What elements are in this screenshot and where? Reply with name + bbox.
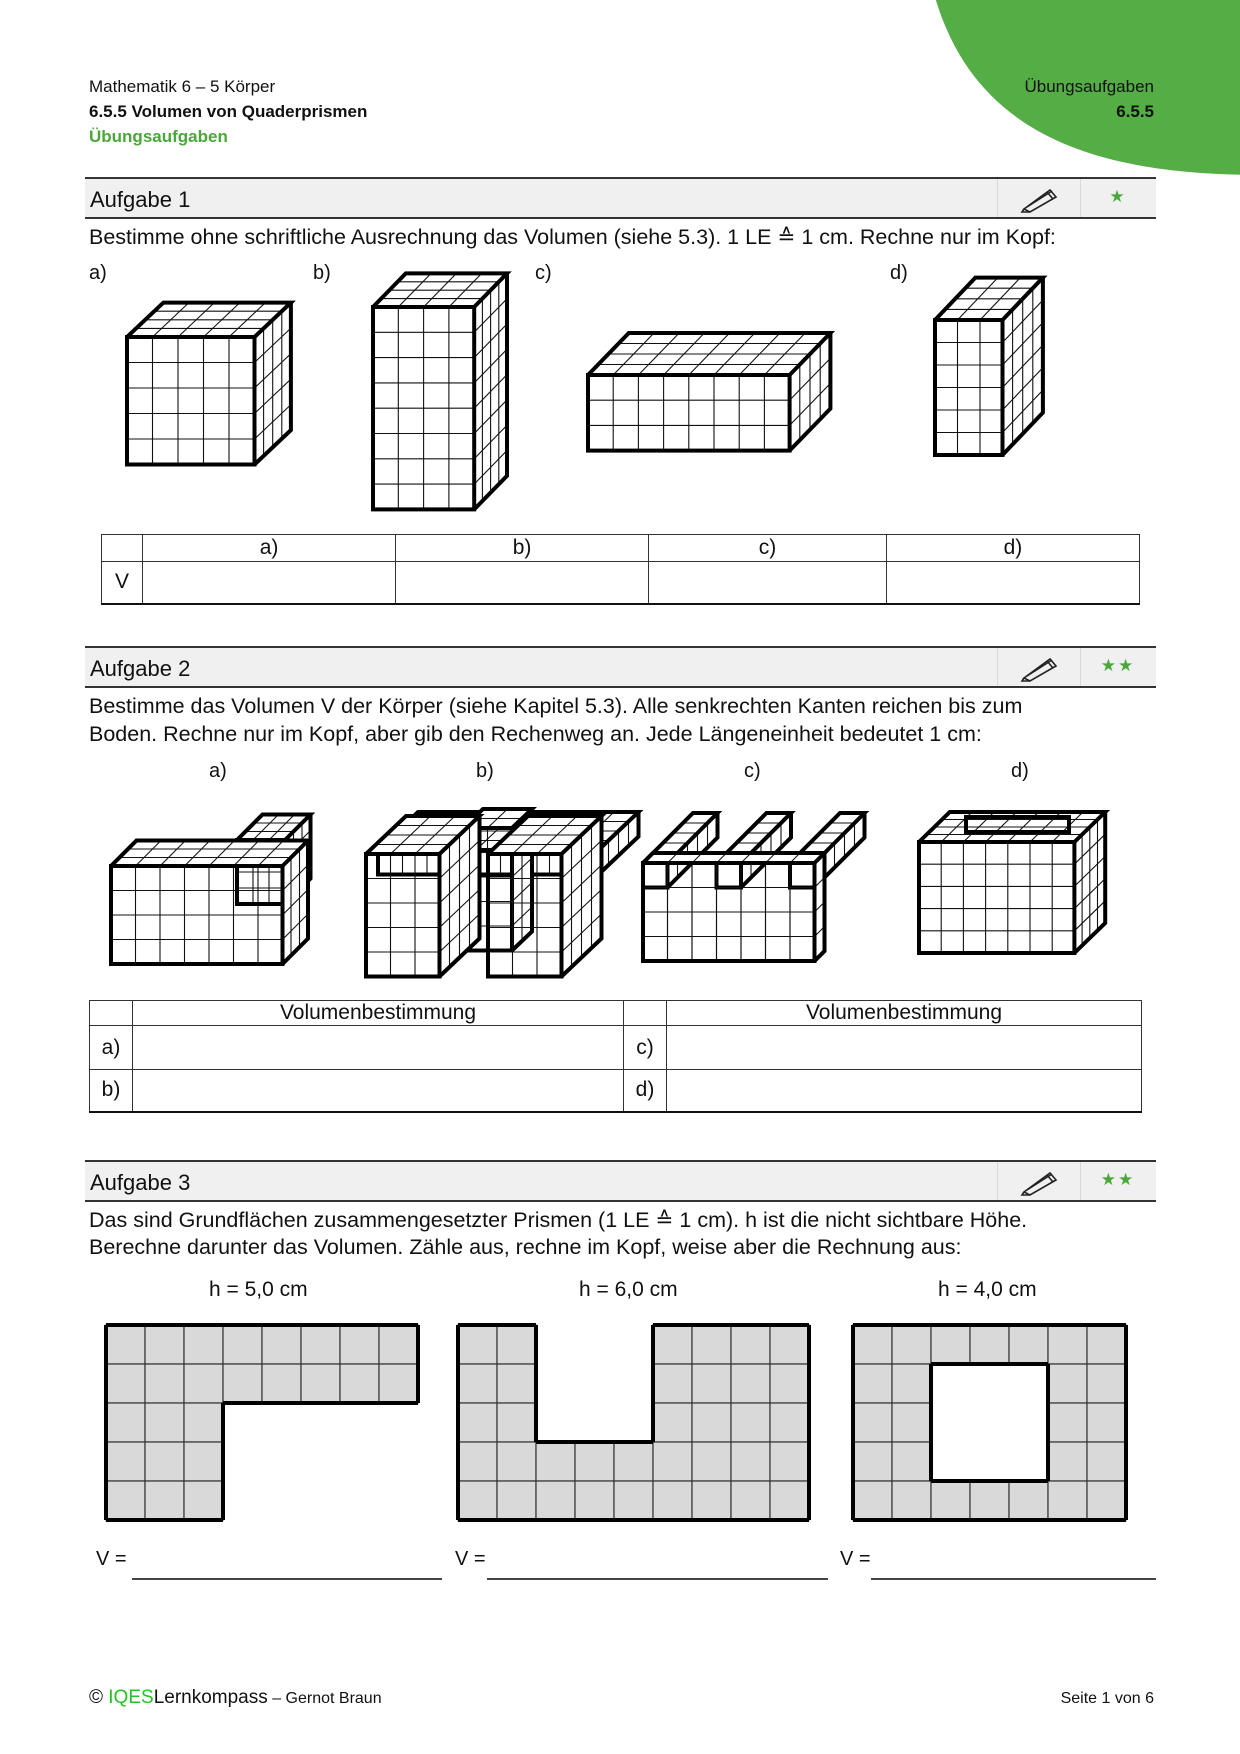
unit-square xyxy=(379,1364,418,1403)
unit-square xyxy=(731,1403,770,1442)
body-b xyxy=(366,809,639,977)
unit-square xyxy=(970,1481,1009,1520)
unit-square xyxy=(853,1442,892,1481)
height-label-3: h = 4,0 cm xyxy=(938,1278,1037,1301)
unit-square xyxy=(575,1481,614,1520)
body-c xyxy=(643,813,865,961)
front-edge xyxy=(717,863,742,888)
row-label: d) xyxy=(624,1070,667,1112)
unit-square xyxy=(497,1325,536,1364)
unit-square xyxy=(536,1442,575,1481)
figure-label-b: b) xyxy=(476,760,494,782)
unit-square xyxy=(106,1325,145,1364)
unit-square xyxy=(970,1325,1009,1364)
unit-square xyxy=(223,1325,262,1364)
brand-iqes: IQES xyxy=(108,1687,154,1708)
unit-square xyxy=(458,1364,497,1403)
cuboid-d xyxy=(935,278,1043,455)
unit-square xyxy=(692,1325,731,1364)
unit-square xyxy=(458,1403,497,1442)
unit-square xyxy=(497,1442,536,1481)
unit-square xyxy=(536,1481,575,1520)
unit-square xyxy=(692,1481,731,1520)
unit-square xyxy=(145,1364,184,1403)
unit-square xyxy=(853,1364,892,1403)
answer-label-2: V = xyxy=(455,1548,486,1570)
unit-square xyxy=(301,1364,340,1403)
unit-square xyxy=(653,1325,692,1364)
unit-square xyxy=(1048,1403,1087,1442)
body-c-tooth-2 xyxy=(717,813,792,888)
unit-square xyxy=(614,1481,653,1520)
unit-square xyxy=(770,1325,809,1364)
unit-square xyxy=(692,1403,731,1442)
unit-square xyxy=(692,1442,731,1481)
front-edge xyxy=(919,842,1074,953)
unit-square xyxy=(653,1403,692,1442)
divider xyxy=(1080,648,1081,686)
cuboid-c xyxy=(588,333,830,451)
front-edge xyxy=(643,863,668,888)
task1-title: Aufgabe 1 xyxy=(90,187,191,212)
column-header: Volumenbestimmung xyxy=(667,1001,1142,1026)
body-d xyxy=(919,812,1105,953)
unit-square xyxy=(892,1403,931,1442)
unit-square xyxy=(892,1364,931,1403)
unit-square xyxy=(1048,1442,1087,1481)
front-edge xyxy=(127,337,255,465)
unit-square xyxy=(497,1403,536,1442)
column-header: a) xyxy=(143,535,396,562)
figure-label-d: d) xyxy=(890,262,908,284)
unit-square xyxy=(575,1442,614,1481)
unit-square xyxy=(184,1403,223,1442)
pencil-icon xyxy=(1020,1168,1060,1196)
task3-title: Aufgabe 3 xyxy=(90,1170,191,1195)
unit-square xyxy=(145,1481,184,1520)
task1-answer-table xyxy=(101,534,1140,605)
row-label-v: V xyxy=(102,562,143,604)
divider xyxy=(997,1162,998,1200)
top-face xyxy=(111,841,308,867)
unit-square xyxy=(379,1325,418,1364)
unit-square xyxy=(145,1403,184,1442)
unit-square xyxy=(145,1325,184,1364)
unit-square xyxy=(731,1364,770,1403)
base-area-1 xyxy=(106,1325,418,1520)
answer-cell-d[interactable] xyxy=(667,1070,1142,1112)
unit-square xyxy=(853,1325,892,1364)
unit-square xyxy=(184,1442,223,1481)
unit-square xyxy=(497,1364,536,1403)
divider xyxy=(997,648,998,686)
table-corner xyxy=(102,535,143,562)
unit-square xyxy=(731,1481,770,1520)
unit-square xyxy=(1009,1325,1048,1364)
unit-square xyxy=(1048,1325,1087,1364)
task2-header xyxy=(85,646,1156,688)
task2-answer-table xyxy=(89,1000,1142,1113)
task3-header xyxy=(85,1160,1156,1202)
task3-instruction-line2: Berechne darunter das Volumen. Zähle aus, rechne im Kopf, weise aber die Rechnung aus: xyxy=(89,1235,962,1259)
figure-label-c: c) xyxy=(744,760,761,782)
body-c-tooth-1 xyxy=(643,813,718,888)
answer-cell-a[interactable] xyxy=(133,1026,624,1070)
base-area-3 xyxy=(853,1325,1126,1520)
row-label: a) xyxy=(90,1026,133,1070)
divider xyxy=(1080,1162,1081,1200)
task3-base-areas xyxy=(0,1310,1240,1530)
height-label-1: h = 5,0 cm xyxy=(209,1278,308,1301)
unit-square xyxy=(458,1325,497,1364)
column-header: Volumenbestimmung xyxy=(133,1001,624,1026)
figure-label-c: c) xyxy=(535,262,552,284)
base-area-2 xyxy=(458,1325,809,1520)
front-edge xyxy=(790,863,815,888)
unit-square xyxy=(262,1364,301,1403)
unit-square xyxy=(892,1481,931,1520)
unit-square xyxy=(770,1442,809,1481)
figure-label-d: d) xyxy=(1011,760,1029,782)
answer-line-2[interactable] xyxy=(487,1578,828,1580)
column-header: b) xyxy=(396,535,649,562)
unit-square xyxy=(731,1325,770,1364)
task2-figures xyxy=(0,790,1240,990)
unit-square xyxy=(653,1481,692,1520)
unit-square xyxy=(1048,1481,1087,1520)
cuboid-a xyxy=(127,303,291,465)
unit-square xyxy=(1009,1481,1048,1520)
column-header: c) xyxy=(649,535,887,562)
footer-brand xyxy=(89,1687,382,1709)
height-label-2: h = 6,0 cm xyxy=(579,1278,678,1301)
unit-square xyxy=(1087,1364,1126,1403)
task1-figures xyxy=(0,0,1240,540)
unit-square xyxy=(892,1442,931,1481)
unit-square xyxy=(301,1325,340,1364)
unit-square xyxy=(931,1481,970,1520)
unit-square xyxy=(106,1364,145,1403)
unit-square xyxy=(106,1403,145,1442)
header-right-number: 6.5.5 xyxy=(1116,102,1154,121)
body-a xyxy=(111,815,311,965)
unit-square xyxy=(458,1442,497,1481)
unit-square xyxy=(184,1364,223,1403)
difficulty-stars: ★★ xyxy=(1100,656,1136,675)
unit-square xyxy=(653,1364,692,1403)
unit-square xyxy=(1087,1481,1126,1520)
copyright-icon: © xyxy=(89,1687,103,1708)
row-label: c) xyxy=(624,1026,667,1070)
body-c-tooth-3 xyxy=(790,813,865,888)
unit-square xyxy=(184,1481,223,1520)
unit-square xyxy=(184,1325,223,1364)
unit-square xyxy=(692,1364,731,1403)
answer-label-1: V = xyxy=(96,1548,127,1570)
category-label: Übungsaufgaben xyxy=(89,127,228,146)
unit-square xyxy=(853,1481,892,1520)
unit-square xyxy=(223,1364,262,1403)
pencil-icon xyxy=(1020,654,1060,682)
unit-square xyxy=(497,1481,536,1520)
figure-label-a: a) xyxy=(209,760,227,782)
subject-line: Mathematik 6 – 5 Körper xyxy=(89,77,276,96)
task2-instruction-line2: Boden. Rechne nur im Kopf, aber gib den Rechenweg an. Jede Längeneinheit bedeutet 1 cm: xyxy=(89,722,982,746)
unit-square xyxy=(614,1442,653,1481)
unit-square xyxy=(653,1442,692,1481)
answer-cell-d[interactable] xyxy=(886,562,1139,604)
unit-square xyxy=(770,1481,809,1520)
unit-square xyxy=(340,1364,379,1403)
task3-instruction-line1: Das sind Grundflächen zusammengesetzter Prismen (1 LE ≙ 1 cm). h ist die nicht sichtbare Höhe. xyxy=(89,1208,1028,1232)
answer-cell-b[interactable] xyxy=(396,562,649,604)
table-corner xyxy=(90,1001,133,1026)
body-b-right xyxy=(488,816,602,977)
difficulty-stars: ★★ xyxy=(1100,1170,1136,1189)
figure-label-a: a) xyxy=(89,262,107,284)
unit-square xyxy=(1087,1442,1126,1481)
unit-square xyxy=(458,1481,497,1520)
task2-instruction-line1: Bestimme das Volumen V der Körper (siehe Kapitel 5.3). Alle senkrechten Kanten reichen bis zum xyxy=(89,694,1023,718)
unit-square xyxy=(1048,1364,1087,1403)
task2-title: Aufgabe 2 xyxy=(90,656,191,681)
section-title: 6.5.5 Volumen von Quaderprismen xyxy=(89,102,368,121)
brand-lernkompass: Lernkompass xyxy=(153,1687,268,1708)
answer-cell-c[interactable] xyxy=(667,1026,1142,1070)
answer-cell-b[interactable] xyxy=(133,1070,624,1112)
cuboid-b xyxy=(373,273,507,509)
unit-square xyxy=(853,1403,892,1442)
unit-square xyxy=(770,1403,809,1442)
answer-label-3: V = xyxy=(840,1548,871,1570)
unit-square xyxy=(106,1481,145,1520)
unit-square xyxy=(340,1325,379,1364)
answer-line-1[interactable] xyxy=(132,1578,442,1580)
answer-line-3[interactable] xyxy=(871,1578,1156,1580)
unit-square xyxy=(145,1442,184,1481)
unit-square xyxy=(892,1325,931,1364)
page-number: Seite 1 von 6 xyxy=(1060,1690,1154,1707)
task1-instruction: Bestimme ohne schriftliche Ausrechnung das Volumen (siehe 5.3). 1 LE ≙ 1 cm. Rechne nur im Kopf: xyxy=(89,225,1056,249)
column-header: d) xyxy=(886,535,1139,562)
row-label: b) xyxy=(90,1070,133,1112)
table-corner xyxy=(624,1001,667,1026)
header-right-category: Übungsaufgaben xyxy=(1024,77,1154,96)
answer-cell-c[interactable] xyxy=(649,562,887,604)
body-b-left xyxy=(366,816,480,977)
difficulty-stars: ★ xyxy=(1109,187,1127,206)
unit-square xyxy=(931,1325,970,1364)
unit-square xyxy=(1087,1403,1126,1442)
author: – Gernot Braun xyxy=(267,1690,382,1707)
unit-square xyxy=(1087,1325,1126,1364)
unit-square xyxy=(770,1364,809,1403)
unit-square xyxy=(106,1442,145,1481)
figure-label-b: b) xyxy=(313,262,331,284)
unit-square xyxy=(731,1442,770,1481)
unit-square xyxy=(262,1325,301,1364)
answer-cell-a[interactable] xyxy=(143,562,396,604)
